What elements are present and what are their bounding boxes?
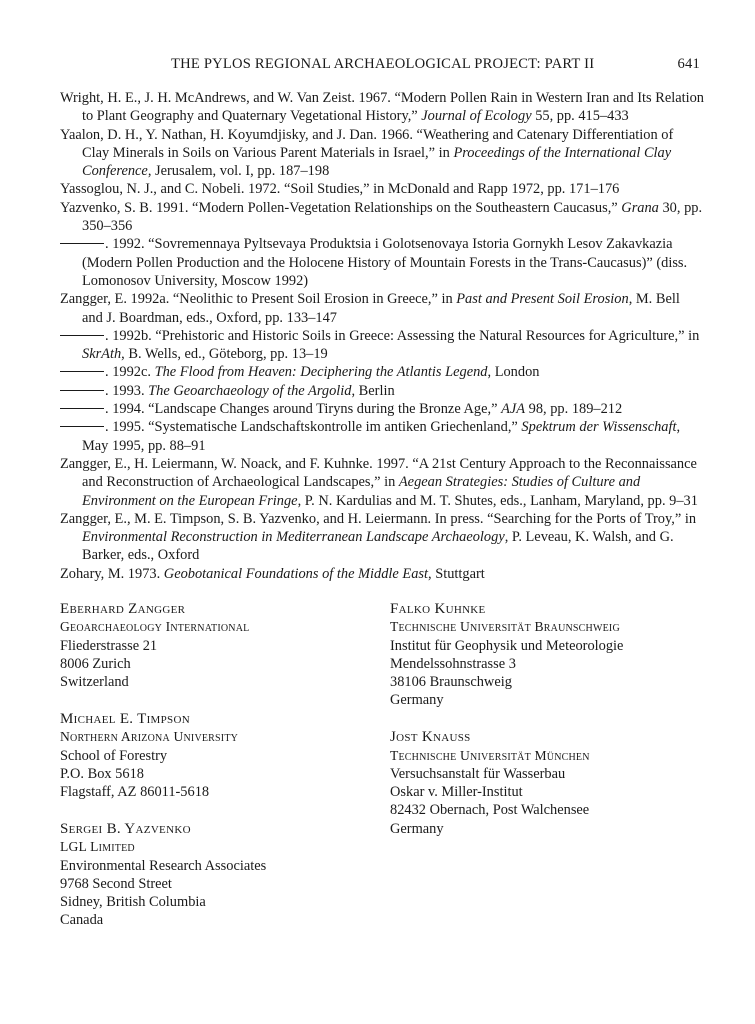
- address-line: Mendelssohnstrasse 3: [390, 655, 516, 672]
- reference-text: Zangger, E., M. E. Timpson, S. B. Yazvenko, and H. Leiermann. In press. “Searching for the Ports of Troy,” in: [60, 510, 697, 527]
- author-institution: Northern Arizona University: [60, 729, 239, 745]
- reference-text: . 1993.: [105, 382, 149, 399]
- address-line: 8006 Zurich: [60, 655, 131, 672]
- reference-entry: [60, 327, 704, 364]
- address-line: 38106 Braunschweig: [390, 674, 512, 691]
- reference-text: 30, pp. 350–356: [82, 199, 703, 235]
- reference-title: SkrAth: [82, 346, 122, 363]
- address-line: Canada: [60, 912, 104, 929]
- reference-entry: [60, 455, 704, 510]
- address-line: Switzerland: [60, 674, 129, 691]
- reference-list: [60, 89, 704, 583]
- reference-text: . 1992c.: [105, 364, 155, 381]
- reference-entry: [60, 510, 704, 565]
- reference-text: . 1992b. “Prehistoric and Historic Soils in Greece: Assessing the Natural Resources for Agriculture,” in: [105, 327, 700, 344]
- reference-entry: [60, 199, 704, 236]
- reference-entry: [60, 400, 704, 418]
- address-block: [60, 710, 360, 801]
- reference-title: Aegean Strategies: Studies of Culture and Environment on the European Fringe: [82, 474, 641, 509]
- address-block: [390, 600, 690, 710]
- address-line: Germany: [390, 692, 444, 709]
- reference-title: The Flood from Heaven: Deciphering the Atlantis Legend: [154, 364, 488, 381]
- reference-text: Yaalon, D. H., Y. Nathan, H. Koyumdjisky, and J. Dan. 1966. “Weathering and Catenary Differentiation of Clay Minerals in Soils on Various Parent Materials in Israel,” in: [60, 126, 674, 161]
- author-institution: LGL Limited: [60, 839, 135, 855]
- author-name: Jost Knauss: [390, 729, 471, 746]
- reference-title: Geobotanical Foundations of the Middle East: [163, 565, 428, 582]
- reference-title: Past and Present Soil Erosion: [456, 291, 629, 308]
- address-block: [390, 728, 690, 838]
- address-line: School of Forestry: [60, 747, 168, 764]
- reference-entry: [60, 126, 704, 181]
- reference-text: 55, pp. 415–433: [531, 108, 629, 125]
- reference-text: Wright, H. E., J. H. McAndrews, and W. Van Zeist. 1967. “Modern Pollen Rain in Western Iran and Its Relation to Plant Geography and Quaternary Vegetational History,”: [60, 90, 705, 125]
- address-line: Fliederstrasse 21: [60, 637, 158, 654]
- reference-text: . 1992. “Sovremennaya Pyltsevaya Produktsia i Golotsenovaya Istoria Gornykh Lesov Zakavkazia (Modern Pollen Production and the Holocene History of Mountain Forests in the Trans-Caucasus)” (diss. Lomonosov University, Moscow 1992): [82, 236, 688, 289]
- reference-entry: [60, 382, 704, 400]
- repeat-author-dash: [60, 408, 104, 409]
- repeat-author-dash: [60, 390, 104, 391]
- reference-title: The Geoarchaeology of the Argolid: [148, 382, 352, 399]
- reference-text: , P. N. Kardulias and M. T. Shutes, eds., Lanham, Maryland, pp. 9–31: [297, 492, 698, 509]
- reference-text: , B. Wells, ed., Göteborg, pp. 13–19: [121, 346, 328, 363]
- reference-title: AJA: [501, 401, 526, 418]
- repeat-author-dash: [60, 243, 104, 244]
- reference-entry: [60, 89, 704, 126]
- author-name: Falko Kuhnke: [390, 601, 486, 617]
- author-institution: Geoarchaeology International: [60, 619, 250, 635]
- reference-text: , Jerusalem, vol. I, pp. 187–198: [147, 163, 330, 180]
- reference-entry: [60, 290, 704, 327]
- reference-text: Zangger, E. 1992a. “Neolithic to Present Soil Erosion in Greece,” in: [60, 291, 457, 308]
- reference-text: . 1995. “Systematische Landschaftskontrolle im antiken Griechenland,”: [105, 419, 522, 436]
- author-name: Eberhard Zangger: [60, 601, 186, 617]
- reference-entry: [60, 180, 704, 198]
- reference-text: 98, pp. 189–212: [525, 401, 623, 418]
- reference-text: , Berlin: [351, 382, 395, 399]
- reference-entry: [60, 565, 704, 583]
- repeat-author-dash: [60, 371, 104, 372]
- author-institution: Technische Universität München: [390, 747, 590, 763]
- address-block: [60, 600, 360, 691]
- reference-text: Yassoglou, N. J., and C. Nobeli. 1972. “Soil Studies,” in McDonald and Rapp 1972, pp. 171–176: [60, 181, 620, 198]
- address-line: Oskar v. Miller-Institut: [390, 784, 523, 801]
- reference-title: Journal of Ecology: [421, 108, 532, 125]
- address-line: 9768 Second Street: [60, 875, 172, 892]
- address-line: Environmental Research Associates: [60, 857, 267, 874]
- reference-text: Zangger, E., H. Leiermann, W. Noack, and F. Kuhnke. 1997. “A 21st Century Approach to the Reconnaissance and Reconstruction of Archaeological Landscapes,” in: [60, 455, 697, 491]
- reference-entry: [60, 418, 704, 455]
- reference-title: Environmental Reconstruction in Mediterranean Landscape Archaeology: [82, 529, 505, 546]
- reference-text: Yazvenko, S. B. 1991. “Modern Pollen-Vegetation Relationships on the Southeastern Caucasus,”: [60, 199, 622, 216]
- address-line: 82432 Obernach, Post Walchensee: [390, 802, 590, 819]
- author-name: Sergei B. Yazvenko: [60, 820, 191, 837]
- reference-text: Zohary, M. 1973.: [60, 565, 164, 582]
- reference-title: Grana: [621, 199, 659, 216]
- address-line: Institut für Geophysik und Meteorologie: [390, 637, 624, 654]
- reference-text: , May 1995, pp. 88–91: [82, 419, 681, 454]
- address-block: [60, 820, 360, 930]
- address-line: Sidney, British Columbia: [60, 894, 206, 911]
- author-name: Michael E. Timpson: [60, 710, 190, 727]
- author-institution: Technische Universität Braunschweig: [390, 619, 620, 635]
- reference-title: Proceedings of the International Clay Conference: [82, 144, 672, 180]
- reference-text: . 1994. “Landscape Changes around Tiryns during the Bronze Age,”: [105, 401, 502, 418]
- reference-text: , P. Leveau, K. Walsh, and G. Barker, eds., Oxford: [82, 529, 674, 564]
- page-number: 641: [677, 56, 700, 72]
- running-header: [60, 56, 700, 76]
- reference-title: Spektrum der Wissenschaft: [521, 419, 677, 436]
- reference-entry: [60, 235, 704, 290]
- address-column-right: [390, 600, 690, 857]
- reference-text: , M. Bell and J. Boardman, eds., Oxford, pp. 133–147: [82, 291, 680, 326]
- address-line: Germany: [390, 820, 444, 837]
- repeat-author-dash: [60, 426, 104, 427]
- running-title: THE PYLOS REGIONAL ARCHAEOLOGICAL PROJECT: PART II: [171, 56, 595, 72]
- repeat-author-dash: [60, 335, 104, 336]
- reference-text: , London: [487, 364, 540, 381]
- address-line: Versuchsanstalt für Wasserbau: [390, 765, 566, 782]
- address-column-left: [60, 600, 360, 948]
- address-line: P.O. Box 5618: [60, 765, 144, 782]
- address-line: Flagstaff, AZ 86011-5618: [60, 784, 210, 801]
- reference-entry: [60, 363, 704, 381]
- reference-text: , Stuttgart: [428, 565, 485, 582]
